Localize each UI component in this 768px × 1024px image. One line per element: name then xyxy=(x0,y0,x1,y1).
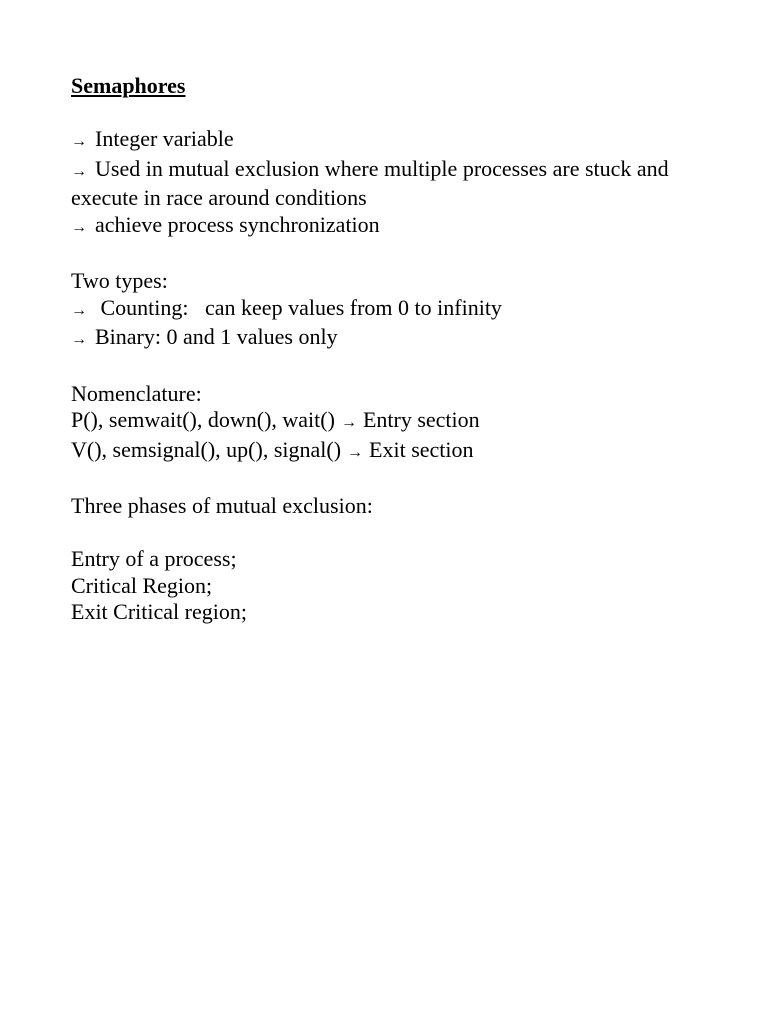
list-item xyxy=(71,295,711,325)
phase-item: Critical Region; xyxy=(71,572,213,598)
nomenclature-row xyxy=(71,437,711,467)
list-item xyxy=(71,156,711,212)
nomenclature-section-label: Exit section xyxy=(369,436,474,462)
list-item xyxy=(71,324,711,354)
nomenclature-heading: Nomenclature: xyxy=(71,380,202,406)
list-item-text: achieve process synchronization xyxy=(95,211,380,237)
list-item-text: Counting: can keep values from 0 to infinity xyxy=(95,294,502,320)
phase-item: Exit Critical region; xyxy=(71,599,247,625)
spacer xyxy=(71,100,711,127)
nomenclature-ops: V(), semsignal(), up(), signal() xyxy=(71,436,342,462)
nomenclature-ops: P(), semwait(), down(), wait() xyxy=(71,407,335,433)
list-item-text: Used in mutual exclusion where multiple processes are stuck and execute in race around conditions xyxy=(71,155,675,211)
types-section xyxy=(71,268,711,354)
arrow-icon: → xyxy=(340,414,357,432)
phases-heading: Three phases of mutual exclusion: xyxy=(71,492,373,518)
types-heading: Two types: xyxy=(71,268,168,294)
spacer xyxy=(71,242,711,269)
arrow-icon: → xyxy=(71,162,87,180)
arrow-icon: → xyxy=(71,133,87,151)
list-item-text: Integer variable xyxy=(95,126,234,152)
list-item-text: Binary: 0 and 1 values only xyxy=(95,324,338,350)
spacer xyxy=(71,520,711,547)
nomenclature-section xyxy=(71,381,711,467)
spacer xyxy=(71,466,711,493)
document-title: Semaphores xyxy=(71,73,186,98)
arrow-icon: → xyxy=(71,218,87,236)
arrow-icon: → xyxy=(71,331,87,349)
arrow-icon: → xyxy=(71,301,87,319)
list-item xyxy=(71,126,711,156)
phases-section xyxy=(71,493,711,626)
document-page xyxy=(71,73,711,626)
nomenclature-section-label: Entry section xyxy=(362,407,480,433)
phase-item: Entry of a process; xyxy=(71,546,237,572)
bullet-list xyxy=(71,126,711,241)
spacer xyxy=(71,354,711,381)
nomenclature-row xyxy=(71,407,711,437)
arrow-icon: → xyxy=(347,443,364,461)
list-item xyxy=(71,212,711,242)
